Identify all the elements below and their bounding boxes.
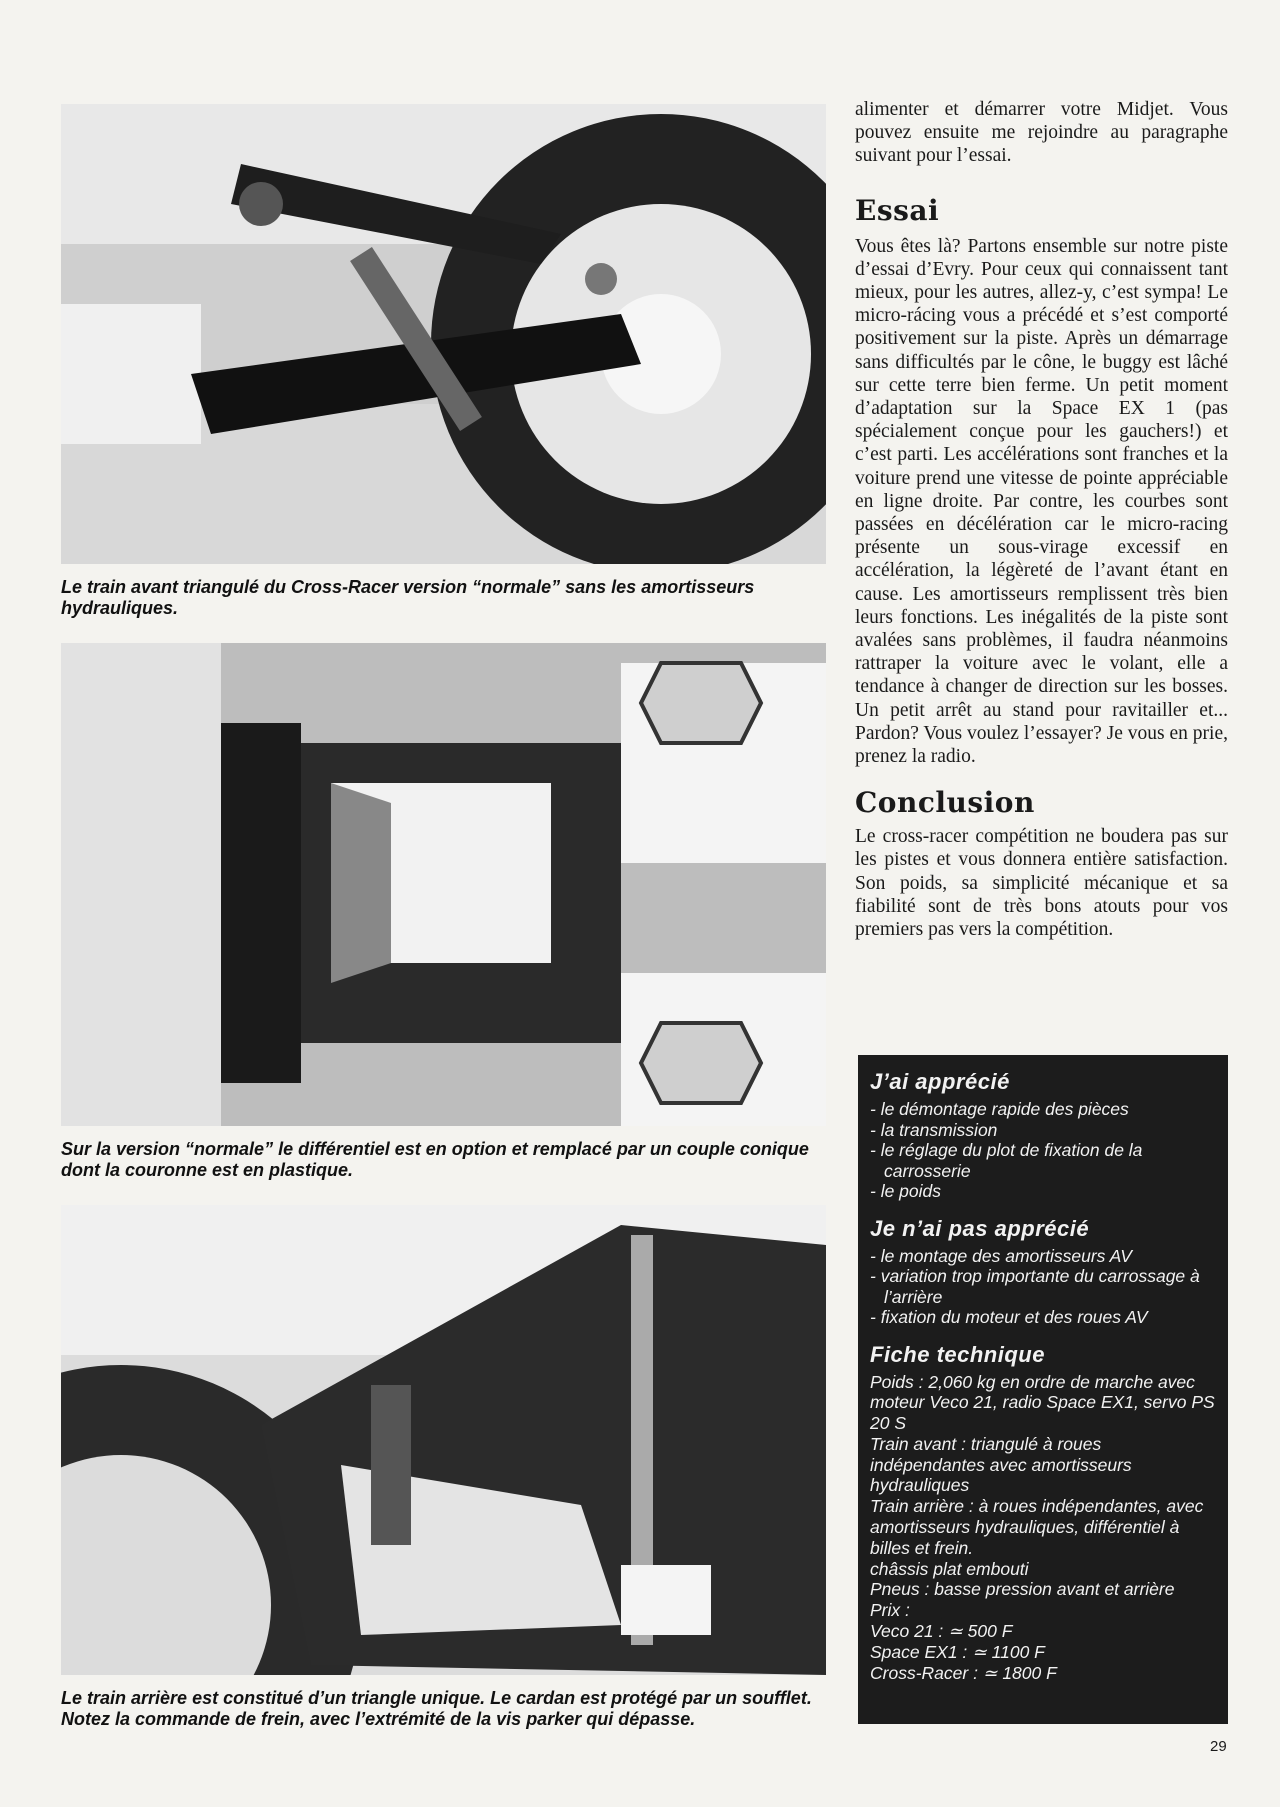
photo-differential (61, 643, 826, 1126)
spec-line: Train avant : triangulé à roues indépendantes avec amortisseurs hydrauliques (870, 1433, 1132, 1496)
photo-rear-suspension (61, 1205, 826, 1675)
spec-line: Pneus : basse pression avant et arrière (870, 1579, 1175, 1600)
disliked-item: - variation trop importante du carrossage à l’arrière (870, 1266, 1216, 1307)
spec-line: Space EX1 : ≃ 1100 F (870, 1641, 1045, 1662)
liked-list (870, 1099, 1216, 1202)
section-heading-essai: Essai (855, 193, 940, 227)
liked-item: - le démontage rapide des pièces (870, 1099, 1216, 1120)
spec-title: Fiche technique (870, 1341, 1045, 1367)
liked-item: - le réglage du plot de fixation de la carrosserie (870, 1140, 1216, 1181)
disliked-item: - le montage des amortisseurs AV (870, 1246, 1216, 1267)
spec-line: Cross-Racer : ≃ 1800 F (870, 1662, 1057, 1683)
conclusion-paragraph: Le cross-racer compétition ne boudera pas sur les pistes et vous donnera entière satisfaction. Son poids, sa simplicité mécanique et sa fiabilité sont de très bons atouts pour vos premiers pas vers la compétition. (855, 826, 1228, 941)
photo-caption: Le train avant triangulé du Cross-Racer version “normale” sans les amortisseurs hydrauliques. (61, 577, 755, 618)
article-intro: alimenter et démarrer votre Midjet. Vous pouvez ensuite me rejoindre au paragraphe suivant pour l’essai. (855, 99, 1228, 167)
spec-line: Poids : 2,060 kg en ordre de marche avec moteur Veco 21, radio Space EX1, servo PS 20 S (870, 1371, 1215, 1434)
spec-line: Train arrière : à roues indépendantes, avec amortisseurs hydrauliques, différentiel à billes et frein. (870, 1496, 1204, 1558)
photo-caption: Le train arrière est constitué d’un triangle unique. Le cardan est protégé par un soufflet. Notez la commande de frein, avec l’extrémité de la vis parker qui dépasse. (61, 1688, 812, 1729)
spec-line: Veco 21 : ≃ 500 F (870, 1621, 1013, 1642)
disliked-title: Je n’ai pas apprécié (870, 1215, 1090, 1241)
review-box (858, 1055, 1228, 1724)
liked-title: J’ai apprécié (870, 1069, 1010, 1094)
photo-caption: Sur la version “normale” le différentiel est en option et remplacé par un couple conique dont la couronne est en plastique. (61, 1139, 809, 1180)
photo-front-suspension (61, 104, 826, 564)
liked-item: - le poids (870, 1181, 1216, 1202)
disliked-item: - fixation du moteur et des roues AV (870, 1307, 1216, 1328)
section-heading-conclusion: Conclusion (855, 786, 1035, 820)
essai-paragraph: Vous êtes là? Partons ensemble sur notre piste d’essai d’Evry. Pour ceux qui connaissent tant mieux, pour les autres, allez-y, c’est sympa! Le micro-rácing vous a précédé et s’est comporté positivement sur la piste. Après un démarrage sans difficultés par le cône, le buggy est lâché sur cette terre bien ferme. Un petit moment d’adaptation sur la Space EX 1 (pas spécialement conçue pour les gauchers!) et c’est parti. Les accélérations sont franches et la voiture prend une vitesse de pointe appréciable en ligne droite. Par contre, les courbes sont passées en décélération car le micro-racing présente un sous-virage excessif en accélération, la légèreté de l’avant étant en cause. Les amortisseurs remplissent très bien leurs fonctions. Les inégalités de la piste sont avalées sans problèmes, il faudra néanmoins rattraper la voiture avec le volant, elle a tendance à changer de direction sur les bosses. Un petit arrêt au stand pour ravitailler et... Pardon? Vous voulez l’essayer? Je vous en prie, prenez la radio. (855, 235, 1228, 768)
spec-line: châssis plat embouti (870, 1558, 1029, 1579)
liked-item: - la transmission (870, 1120, 1216, 1141)
page-number: 29 (1210, 1738, 1227, 1755)
spec-line: Prix : (870, 1600, 910, 1621)
article-column (855, 98, 1228, 941)
disliked-list (870, 1246, 1216, 1328)
